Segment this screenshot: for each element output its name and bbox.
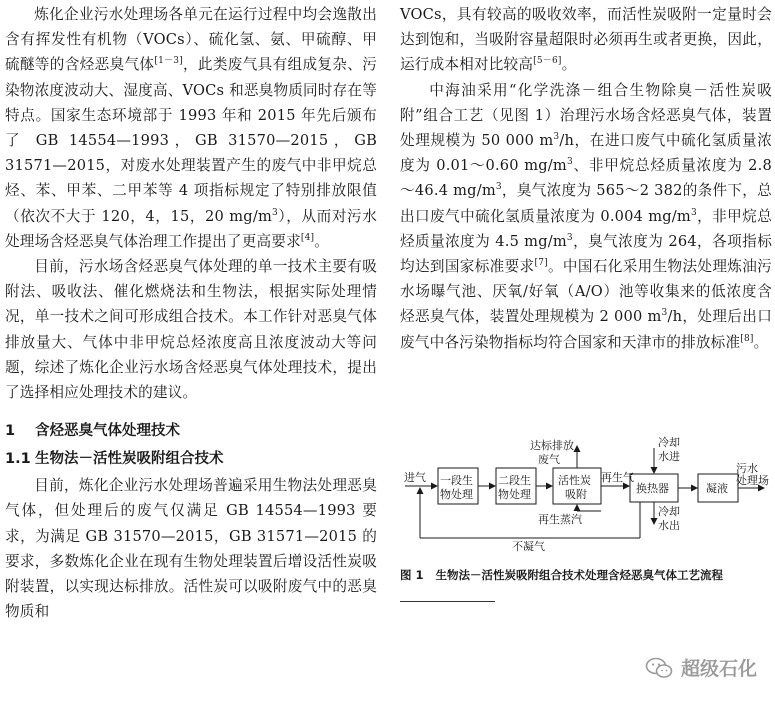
paragraph-overview: 目前，污水场含烃恶臭气体处理的单一技术主要有吸附法、吸收法、催化燃烧法和生物法，根据实际处理情况，单一技术之间可形成组合技术。本工作针对恶臭气体排放量大、气体中非甲烷总烃浓度高且浓度波动大等问题，综述了炼化企业污水场含烃恶臭气体处理技术，提出了选择相应处理技术的建议。 — [5, 258, 377, 402]
inlet-label: 进气 — [404, 471, 426, 484]
watermark — [645, 654, 757, 681]
noncondensable-label: 不凝气 — [512, 540, 545, 553]
right-column — [400, 2, 772, 355]
cool-in-line2: 水进 — [658, 450, 680, 463]
stage2-line1: 二段生 — [498, 474, 531, 487]
exhaust-line2: 废气 — [538, 453, 560, 466]
figure-caption: 图 1 生物法－活性炭吸附组合技术处理含烃恶臭气体工艺流程 — [400, 568, 724, 582]
paragraph-continued: VOCs，具有较高的吸收效率，而活性炭吸附一定量时会达到饱和，当吸附容量超限时必须再生或者更换，因此，运行成本相对比较高[5－6]。 — [400, 6, 772, 74]
condensate-label: 凝液 — [706, 482, 728, 495]
steam-label: 再生蒸汽 — [538, 513, 582, 526]
stage2-line2: 物处理 — [498, 488, 531, 501]
cool-out-line1: 冷却 — [658, 505, 680, 518]
regen-gas-label: 再生气 — [601, 471, 634, 484]
paragraph-bio-carbon: 目前，炼化企业污水处理场普遍采用生物法处理恶臭气体，但处理后的废气仅满足 GB 14554—1993 要求，为满足 GB 31570—2015，GB 31571—2015 的要求，多数炼化企业在现有生物处理装置后增设活性炭吸附装置，以实现达标排放。活性炭可以吸附废气中的恶臭物质和 — [5, 477, 377, 621]
stage1-line2: 物处理 — [440, 488, 473, 501]
subsection-heading: 1.1 生物法－活性炭吸附组合技术 — [5, 451, 224, 468]
left-column — [5, 2, 377, 624]
outlet-line1: 污水 — [736, 462, 758, 475]
paragraph-cases: 中海油采用“化学洗涤－组合生物除臭－活性炭吸附”组合工艺（见图 1）治理污水场含烃恶臭气体，装置处理规模为 50 000 $m^3/h$，在进口废气中硫化氢质量浓度为 0.01～0.60 $mg/m^3$、非甲烷总烃质量浓度为 2.8～46.4 $mg/m^3$，臭气浓度为 565～2 382的条件下，总出口废气中硫化氢质量浓度为 0.004 $mg/m^3$，非甲烷总烃质量浓度为 4.5 $mg/m^3$，臭气浓度为 264，各项指标均达到国家标准要求[7]。中国石化采用生物法处理炼油污水场曝气池、厌氧/好氧（A/O）池等收集来的低浓度含烃恶臭气体，装置处理规模为 2 000 $m^3/h$，处理后出口废气中各污染物指标均符合国家和天津市的排放标准[8]。 — [400, 81, 772, 351]
outlet-line2: 处理场 — [736, 474, 769, 487]
carbon-line2: 吸附 — [565, 488, 587, 501]
footnote-rule — [400, 601, 495, 602]
process-flow-diagram — [400, 436, 772, 566]
wechat-icon — [645, 656, 673, 680]
carbon-line1: 活性炭 — [558, 474, 591, 487]
exhaust-line1: 达标排放 — [530, 439, 574, 452]
cool-in-line1: 冷却 — [658, 436, 680, 449]
paragraph-intro: 炼化企业污水处理场各单元在运行过程中均会逸散出含有挥发性有机物（VOCs）、硫化氢、氨、甲硫醇、甲硫醚等的含烃恶臭气体[1－3]，此类废气具有组成复杂、污染物浓度波动大、湿度高、VOCs 和恶臭物质同时存在等特点。国家生态环境部于 1993 年和 2015 年先后颁布了 GB 14554—1993，GB 31570—2015，GB 31571—2015，对废水处理装置产生的废气中非甲烷总烃、苯、甲苯、二甲苯等 4 项指标规定了特别排放限值（依次不大于 120，4，15，20 $mg/m^3$），从而对污水处理场含烃恶臭气体治理工作提出了更高要求[4]。 — [5, 6, 378, 250]
watermark-text: 超级石化 — [680, 658, 757, 680]
process-flow-figure — [400, 436, 772, 586]
exchanger-label: 换热器 — [636, 482, 669, 495]
cool-out-line2: 水出 — [658, 519, 680, 532]
section-heading: 1 含烃恶臭气体处理技术 — [5, 423, 180, 440]
stage1-line1: 一段生 — [440, 474, 473, 487]
